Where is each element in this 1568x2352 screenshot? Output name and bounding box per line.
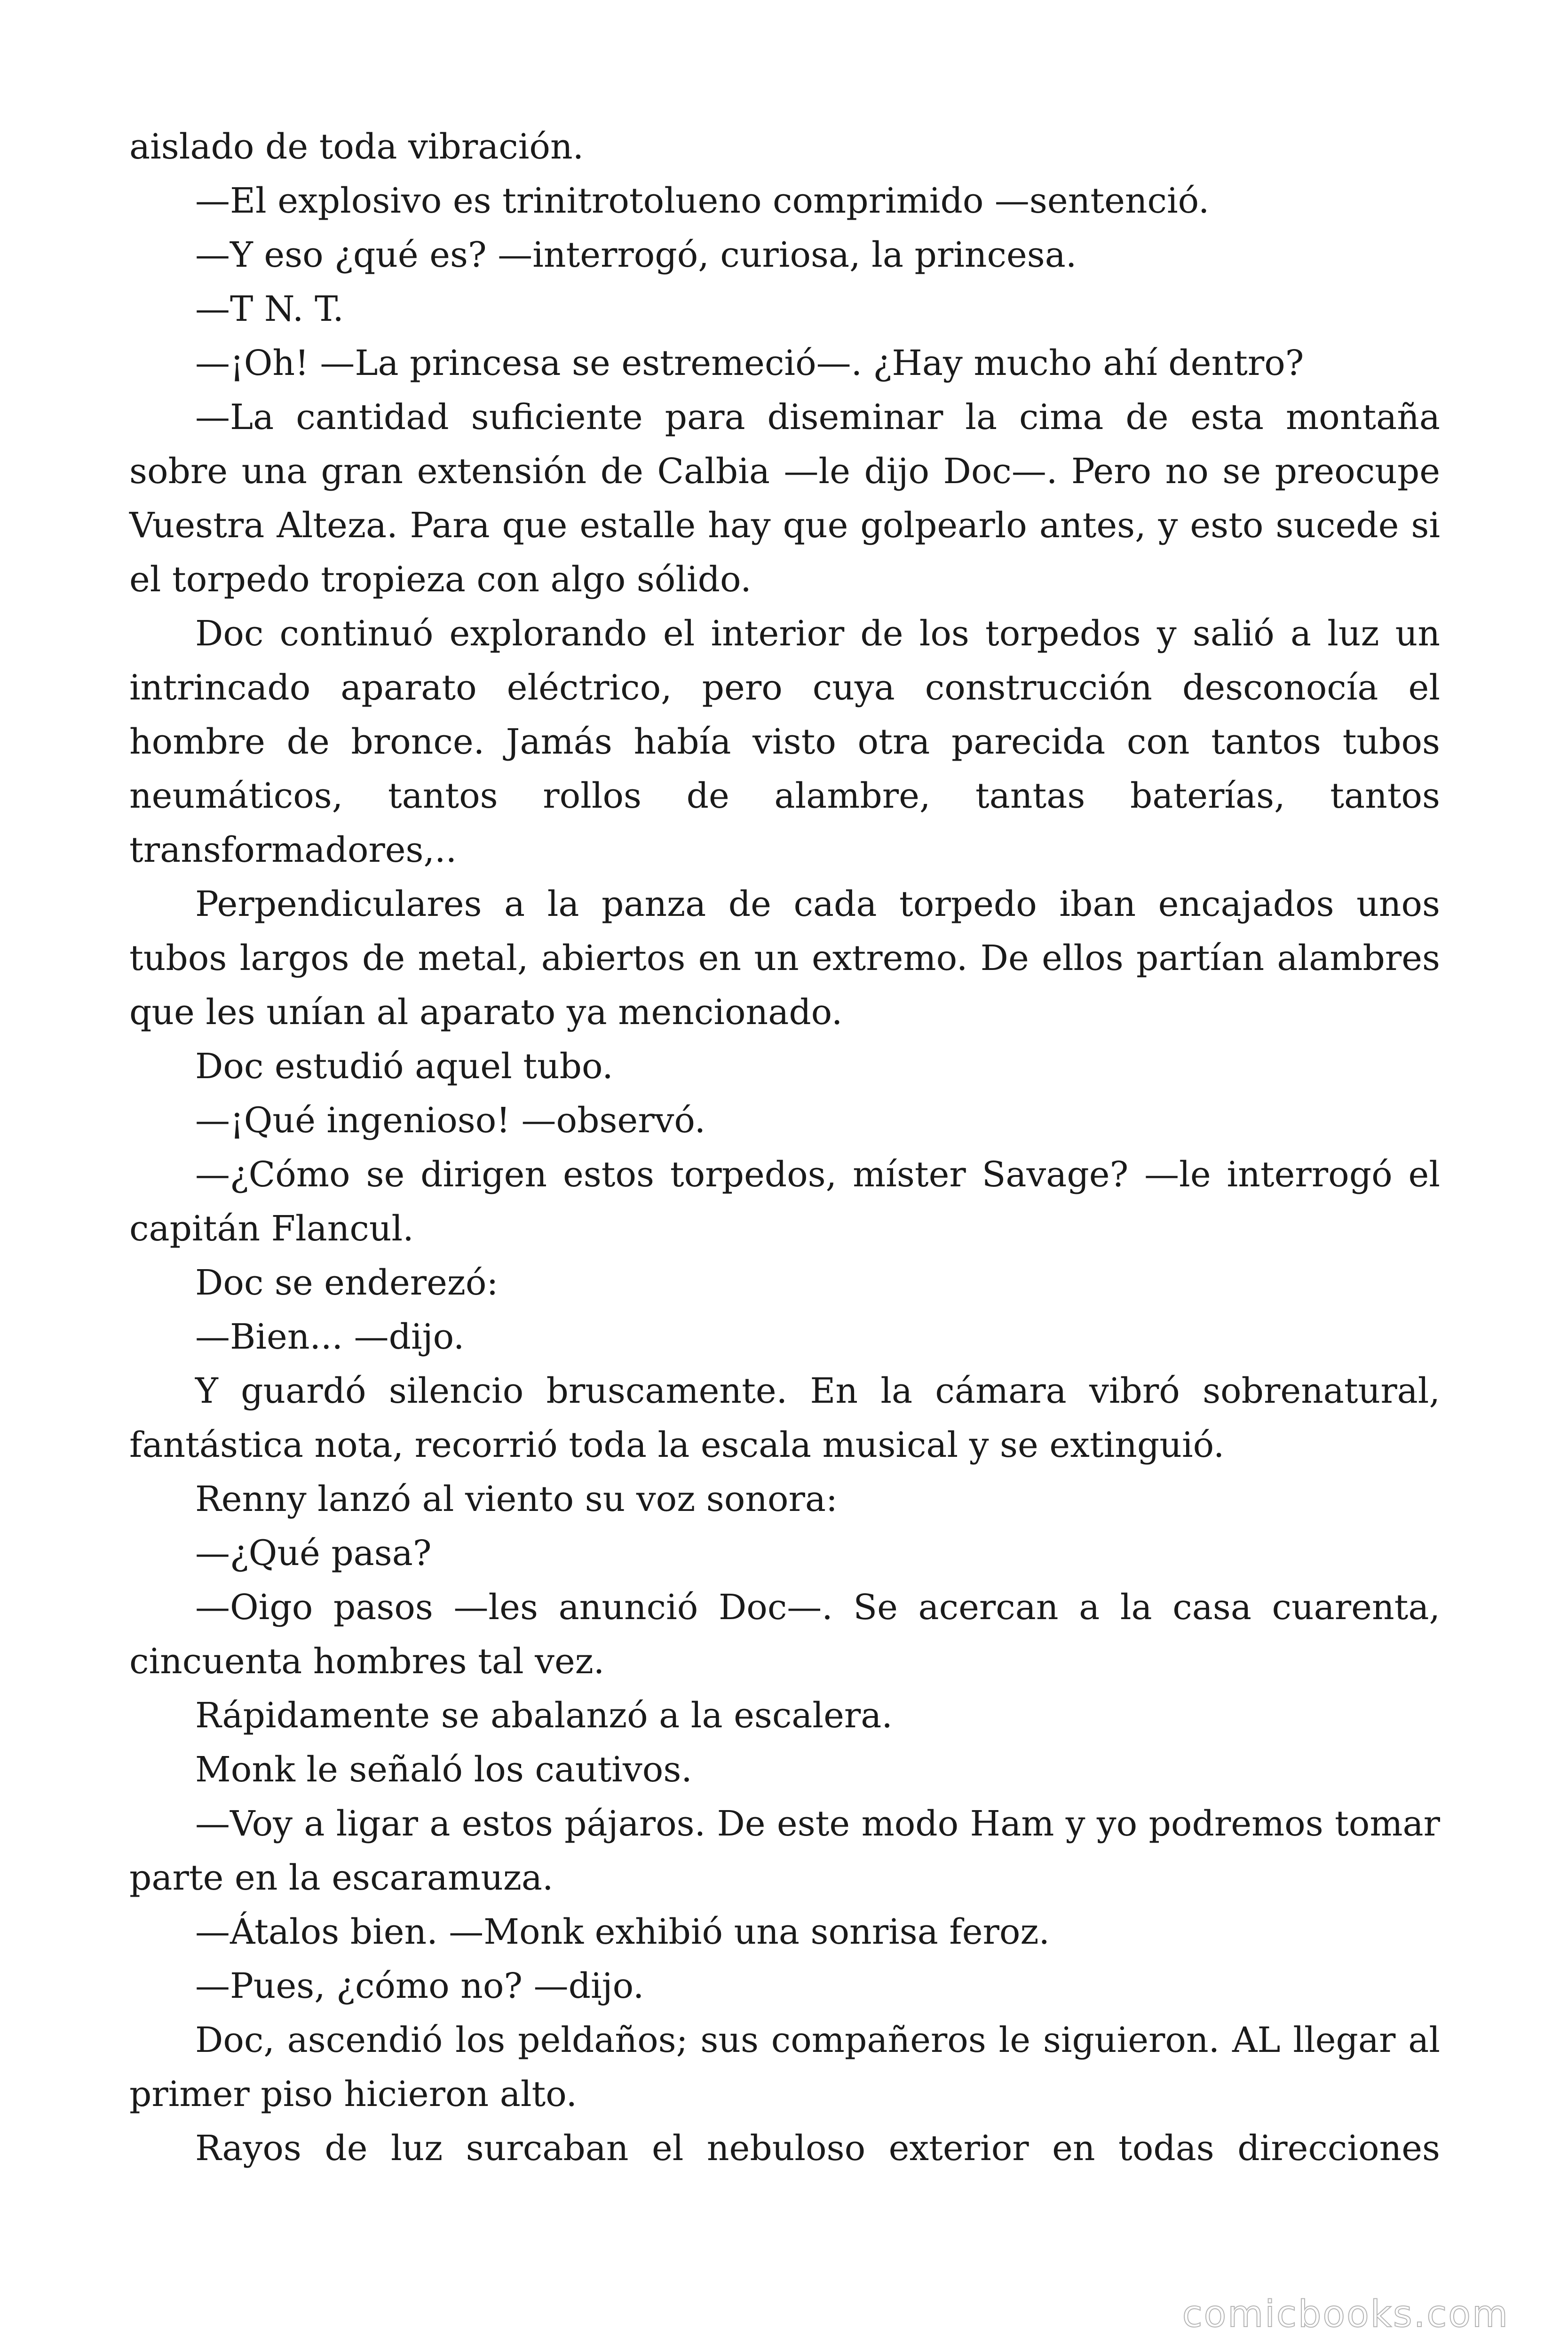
paragraph: —Y eso ¿qué es? —interrogó, curiosa, la princesa.: [195, 235, 1077, 275]
paragraph: Rápidamente se abalanzó a la escalera.: [195, 1695, 893, 1736]
paragraph: Doc estudió aquel tubo.: [195, 1046, 613, 1087]
paragraph: Doc continuó explorando el interior de los torpedos y salió a luz un intrincado aparato eléctrico, pero cuya construcción desconocía el hombre de bronce. Jamás había visto otra parecida con tantos tubos neumáticos, tantos rollos de alambre, tantas baterías, tantos transformadores,..: [129, 613, 1440, 870]
paragraph: —Oigo pasos —les anunció Doc—. Se acercan a la casa cuarenta, cincuenta hombres tal vez.: [129, 1587, 1440, 1682]
paragraph: —Bien... —dijo.: [195, 1317, 465, 1357]
paragraph: —T N. T.: [195, 289, 344, 329]
paragraph: —El explosivo es trinitrotolueno comprimido —sentenció.: [195, 181, 1210, 221]
paragraph: —La cantidad suficiente para diseminar la cima de esta montaña sobre una gran extensión de Calbia —le dijo Doc—. Pero no se preocupe Vuestra Alteza. Para que estalle hay que golpearlo antes, y esto sucede si el torpedo tropieza con algo sólido.: [129, 397, 1440, 600]
paragraph-last-line: Rayos de luz surcaban el nebuloso exterior en todas direcciones: [195, 2128, 1440, 2169]
paragraph: —Pues, ¿cómo no? —dijo.: [195, 1966, 644, 2006]
paragraph: Renny lanzó al viento su voz sonora:: [195, 1479, 838, 1519]
paragraph: Perpendiculares a la panza de cada torpedo iban encajados unos tubos largos de metal, abiertos en un extremo. De ellos partían alambres que les unían al aparato ya mencionado.: [129, 884, 1440, 1033]
paragraph: Y guardó silencio bruscamente. En la cámara vibró sobrenatural, fantástica nota, recorrió toda la escala musical y se extinguió.: [129, 1371, 1440, 1465]
paragraph: —¿Cómo se dirigen estos torpedos, míster Savage? —le interrogó el capitán Flancul.: [129, 1154, 1440, 1249]
page-text: [129, 120, 1440, 2176]
paragraph: —Átalos bien. —Monk exhibió una sonrisa feroz.: [195, 1912, 1050, 1952]
watermark: comicbooks.com: [1182, 2293, 1509, 2336]
paragraph: Monk le señaló los cautivos.: [195, 1749, 692, 1790]
paragraph: Doc se enderezó:: [195, 1263, 499, 1303]
paragraph: —¡Qué ingenioso! —observó.: [195, 1100, 706, 1141]
paragraph: —Voy a ligar a estos pájaros. De este modo Ham y yo podremos tomar parte en la escaramuza.: [129, 1804, 1440, 1898]
paragraph-continuation: aislado de toda vibración.: [129, 127, 584, 167]
paragraph: Doc, ascendió los peldaños; sus compañeros le siguieron. AL llegar al primer piso hicieron alto.: [129, 2020, 1440, 2114]
paragraph: —¡Oh! —La princesa se estremeció—. ¿Hay mucho ahí dentro?: [195, 343, 1304, 383]
paragraph: —¿Qué pasa?: [195, 1533, 432, 1573]
